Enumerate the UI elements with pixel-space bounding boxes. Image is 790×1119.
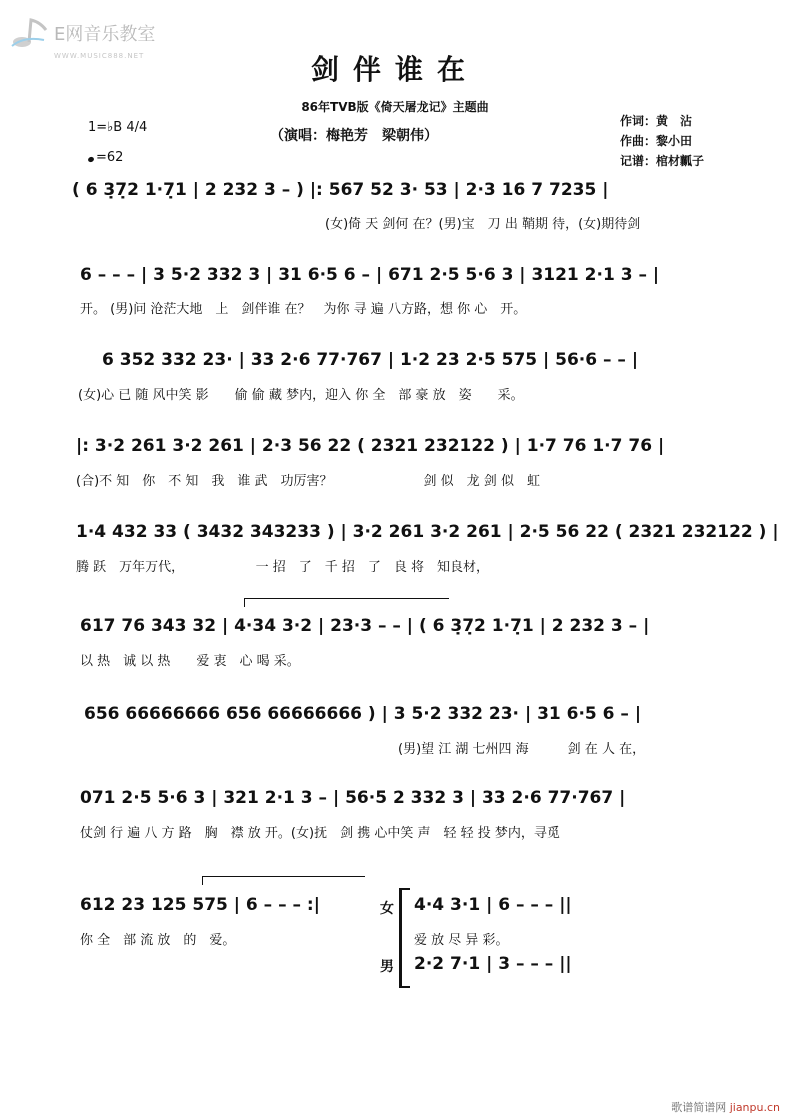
score-line-9: 612 23 125 575 | 6 – – – :|: [80, 895, 320, 915]
score-line-2: 6 – – – | 3 5·2 332 3 | 31 6·5 6 – | 671 2·5 5·6 3 | 3121 2·1 3 – |: [80, 265, 660, 285]
score-line-1: ( 6 3̣7̣2 1·7̣1 | 2 232 3 – ) |: 567 52 3· 53 | 2·3 16 7 7235 |: [72, 180, 609, 200]
female-part-label: 女: [380, 901, 394, 917]
song-title: 剑伴谁在: [310, 53, 479, 86]
lyric-line-6: 以 热 诚 以 热 爱 衷 心 喝 采。: [80, 654, 300, 669]
lyric-line-3: (女)心 已 随 风中笑 影 偷 偷 藏 梦内，迎入 你 全 部 豪 放 姿 采。: [78, 388, 524, 403]
score-line-8: 071 2·5 5·6 3 | 321 2·1 3 – | 56·5 2 332 3 | 33 2·6 77·767 |: [80, 788, 626, 808]
tempo-value: =62: [96, 150, 124, 165]
first-ending-bracket: [244, 598, 449, 607]
quarter-note-icon: [87, 156, 94, 163]
lyric-line-4: (合)不 知 你 不 知 我 谁 武 功厉害？ 剑 似 龙 剑 似 虹: [76, 474, 540, 489]
female-ending-notes: 4·4 3·1 | 6 – – – ||: [414, 895, 572, 915]
score-line-5: 1·4 432 33 ( 3432 343233 ) | 3·2 261 3·2 261 | 2·5 56 22 ( 2321 232122 ) |: [76, 522, 779, 542]
score-line-3: 6 352 332 23· | 33 2·6 77·767 | 1·2 23 2·5 575 | 56·6 – – |: [102, 350, 639, 370]
lyric-line-2: 开。 (男)问 沧茫大地 上 剑伴谁 在？ 为你 寻 遍 八方路，想 你 心 开。: [80, 302, 527, 317]
duet-brace: [399, 888, 410, 988]
transcriber: 记谱：棺材瓤子: [620, 154, 705, 168]
lyric-line-5: 腾 跃 万年万代， 一 招 了 千 招 了 良 将 知良材，: [76, 560, 490, 575]
singers: （演唱：梅艳芳 梁朝伟）: [270, 128, 438, 144]
score-line-7: 656 66666666 656 66666666 ) | 3 5·2 332 23· | 31 6·5 6 – |: [84, 704, 642, 724]
footer-watermark: [671, 1099, 780, 1115]
composer: 作曲：黎小田: [620, 134, 693, 148]
music-note-logo-icon: [10, 16, 50, 50]
lyricist: 作词：黄 沾: [620, 114, 693, 128]
lyric-line-1: (女)倚 天 剑何 在？(男)宝 刀 出 鞘期 待，(女)期待剑: [325, 217, 641, 232]
lyric-line-8: 仗剑 行 遍 八 方 路 胸 襟 放 开。(女)抚 剑 携 心中笑 声 轻 轻 投 梦内，寻觅: [80, 826, 560, 841]
female-ending-lyrics: 爱 放 尽 异 彩。: [414, 933, 509, 948]
score-line-4: |: 3·2 261 3·2 261 | 2·3 56 22 ( 2321 232122 ) | 1·7 76 1·7 76 |: [76, 436, 665, 456]
male-ending-notes: 2·2 7·1 | 3 – – – ||: [414, 954, 572, 974]
male-part-label: 男: [380, 959, 394, 975]
footer-url: jianpu.cn: [729, 1101, 780, 1114]
lyric-line-7: (男)望 江 湖 七州四 海 剑 在 人 在，: [398, 742, 646, 757]
key-signature: 1=♭B 4/4: [88, 120, 148, 135]
site-url: WWW.MUSIC888.NET: [54, 52, 145, 60]
lyric-line-9: 你 全 部 流 放 的 爱。: [80, 933, 236, 948]
score-line-6: 617 76 343 32 | 4·34 3·2 | 23·3 – – | ( 6 3̣7̣2 1·7̣1 | 2 232 3 – |: [80, 616, 650, 636]
song-subtitle: 86年TVB版《倚天屠龙记》主题曲: [301, 100, 489, 114]
tempo-marking: [88, 150, 123, 165]
footer-site: 歌谱简谱网: [671, 1101, 727, 1114]
site-name: E网音乐教室: [54, 24, 156, 45]
second-ending-bracket: [202, 876, 365, 885]
